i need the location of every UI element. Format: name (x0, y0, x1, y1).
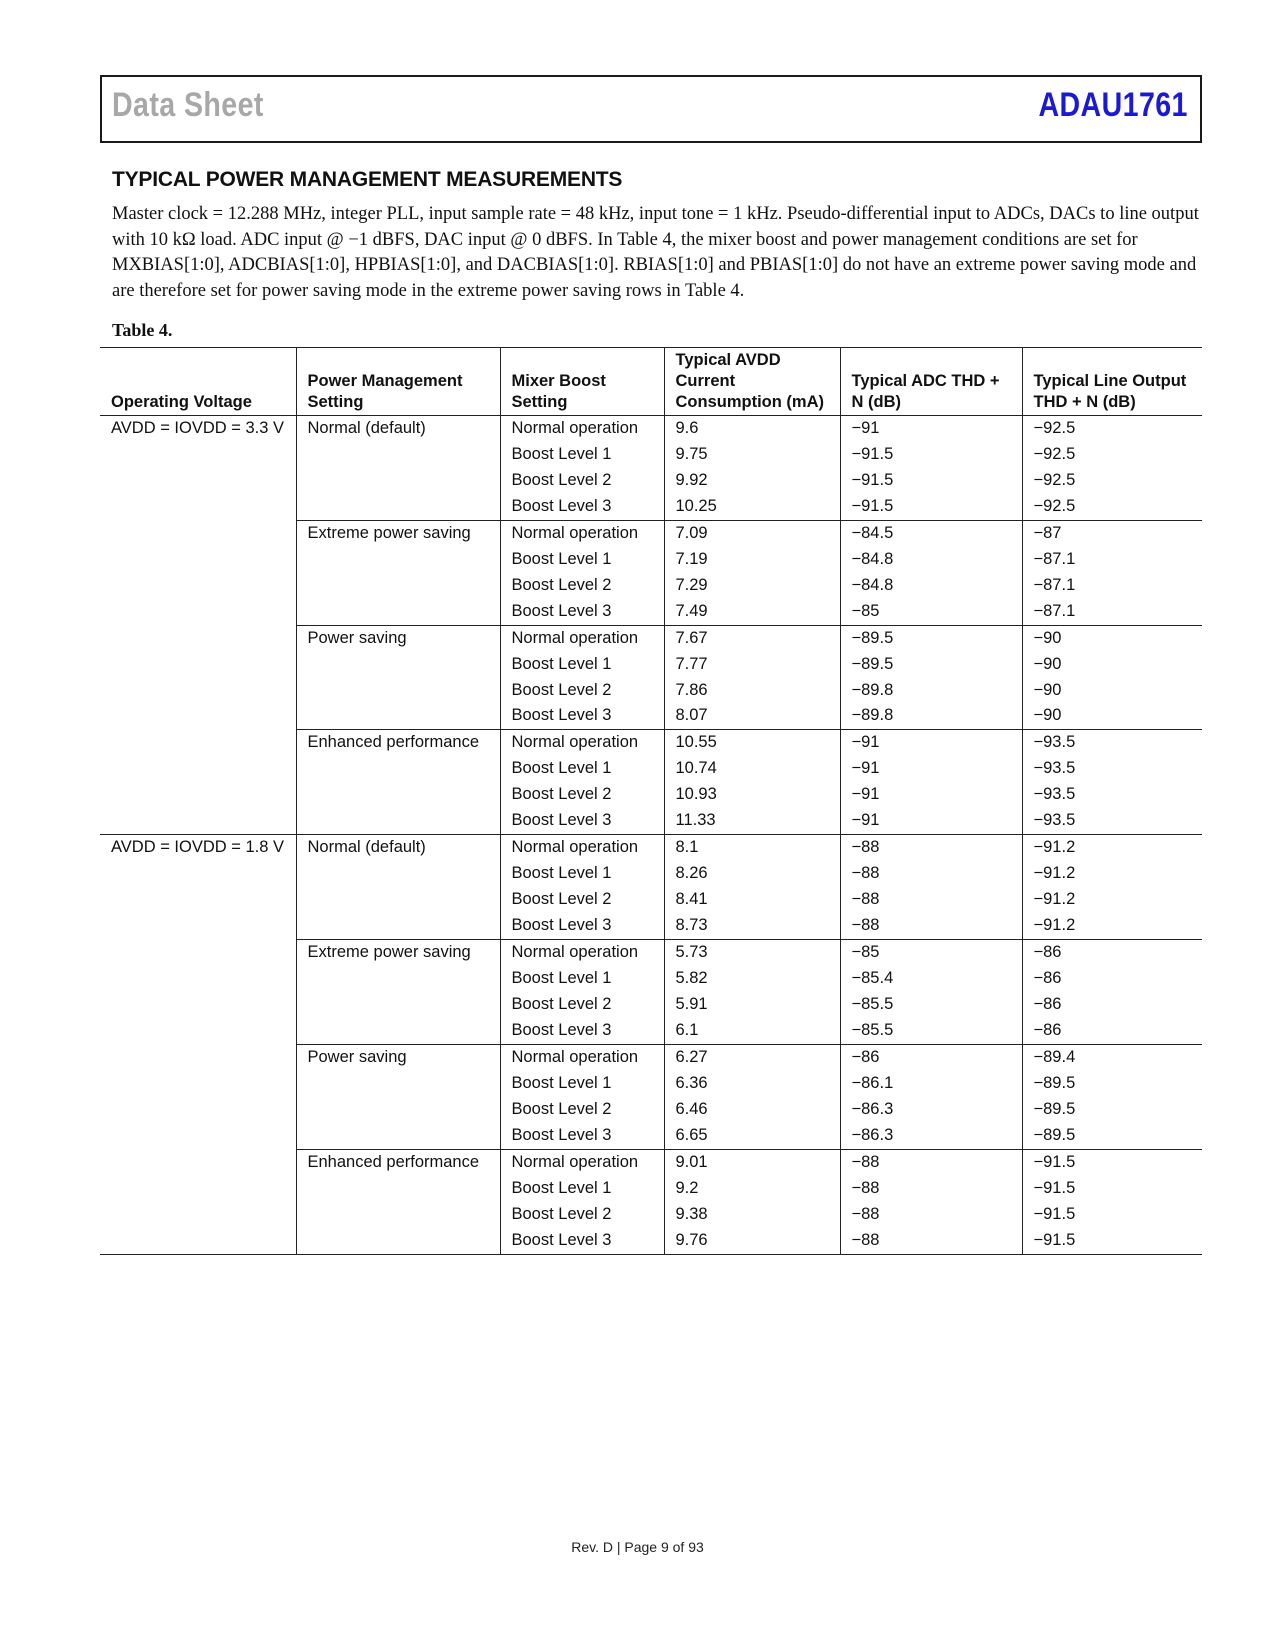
table-row (100, 1097, 1202, 1123)
cell-power-management: Normal (default) (296, 416, 500, 442)
cell-mixer-boost: Boost Level 2 (500, 468, 664, 494)
table-row (100, 678, 1202, 704)
cell-adc-thdn: −85.5 (840, 1018, 1022, 1044)
cell-mixer-boost: Boost Level 1 (500, 1071, 664, 1097)
cell-line-thdn: −86 (1022, 940, 1202, 966)
cell-avdd-current: 8.73 (664, 913, 840, 939)
cell-adc-thdn: −85 (840, 599, 1022, 625)
cell-mixer-boost: Boost Level 1 (500, 1176, 664, 1202)
cell-avdd-current: 5.73 (664, 940, 840, 966)
table-row (100, 1228, 1202, 1254)
cell-power-management (296, 573, 500, 599)
cell-mixer-boost: Boost Level 3 (500, 913, 664, 939)
cell-adc-thdn: −88 (840, 835, 1022, 861)
cell-avdd-current: 9.75 (664, 442, 840, 468)
cell-mixer-boost: Boost Level 2 (500, 678, 664, 704)
table-row (100, 1044, 1202, 1070)
cell-operating-voltage (100, 678, 296, 704)
cell-power-management (296, 1123, 500, 1149)
cell-avdd-current: 7.67 (664, 625, 840, 651)
table-row (100, 730, 1202, 756)
cell-avdd-current: 9.01 (664, 1149, 840, 1175)
cell-operating-voltage (100, 573, 296, 599)
cell-operating-voltage (100, 1071, 296, 1097)
cell-line-thdn: −86 (1022, 966, 1202, 992)
cell-adc-thdn: −89.5 (840, 625, 1022, 651)
cell-operating-voltage (100, 599, 296, 625)
cell-line-thdn: −87 (1022, 520, 1202, 546)
table-row (100, 494, 1202, 520)
cell-mixer-boost: Boost Level 3 (500, 703, 664, 729)
table-row (100, 1123, 1202, 1149)
cell-power-management: Power saving (296, 625, 500, 651)
intro-paragraph: Master clock = 12.288 MHz, integer PLL, input sample rate = 48 kHz, input tone = 1 kHz. Pseudo-differential input to ADCs, DACs to line output with 10 kΩ load. ADC input @ −1 dBFS, DAC input @ 0 dBFS. In Table 4, the mixer boost and power management conditions are set for MXBIAS[1:0], ADCBIAS[1:0], HPBIAS[1:0], and DACBIAS[1:0]. RBIAS[1:0] and PBIAS[1:0] do not have an extreme power saving mode and are therefore set for power saving mode in the extreme power saving rows in Table 4. (112, 204, 1199, 301)
cell-mixer-boost: Normal operation (500, 520, 664, 546)
cell-power-management: Enhanced performance (296, 1149, 500, 1175)
cell-line-thdn: −93.5 (1022, 756, 1202, 782)
cell-mixer-boost: Normal operation (500, 730, 664, 756)
cell-mixer-boost: Boost Level 1 (500, 966, 664, 992)
table-row (100, 520, 1202, 546)
cell-line-thdn: −93.5 (1022, 782, 1202, 808)
cell-operating-voltage (100, 442, 296, 468)
cell-operating-voltage (100, 756, 296, 782)
cell-adc-thdn: −86.1 (840, 1071, 1022, 1097)
page-footer: Rev. D | Page 9 of 93 (571, 1539, 704, 1555)
cell-adc-thdn: −86.3 (840, 1123, 1022, 1149)
cell-adc-thdn: −85.5 (840, 992, 1022, 1018)
cell-mixer-boost: Normal operation (500, 1044, 664, 1070)
table-row (100, 416, 1202, 442)
cell-avdd-current: 8.07 (664, 703, 840, 729)
cell-line-thdn: −93.5 (1022, 808, 1202, 834)
cell-mixer-boost: Boost Level 2 (500, 992, 664, 1018)
cell-operating-voltage (100, 887, 296, 913)
cell-mixer-boost: Boost Level 2 (500, 573, 664, 599)
cell-avdd-current: 5.91 (664, 992, 840, 1018)
cell-operating-voltage (100, 1018, 296, 1044)
cell-line-thdn: −89.4 (1022, 1044, 1202, 1070)
power-measurements-table (100, 347, 1202, 1255)
page-header (100, 75, 1202, 143)
cell-operating-voltage (100, 1202, 296, 1228)
table-row (100, 1202, 1202, 1228)
cell-avdd-current: 11.33 (664, 808, 840, 834)
cell-mixer-boost: Boost Level 3 (500, 494, 664, 520)
table-header-row (100, 348, 1202, 416)
cell-power-management (296, 703, 500, 729)
cell-power-management (296, 547, 500, 573)
table-caption: Table 4. (112, 320, 173, 340)
cell-operating-voltage (100, 547, 296, 573)
cell-operating-voltage (100, 703, 296, 729)
cell-avdd-current: 7.09 (664, 520, 840, 546)
cell-operating-voltage (100, 730, 296, 756)
cell-line-thdn: −93.5 (1022, 730, 1202, 756)
cell-mixer-boost: Boost Level 3 (500, 1018, 664, 1044)
cell-line-thdn: −91.5 (1022, 1149, 1202, 1175)
cell-adc-thdn: −85 (840, 940, 1022, 966)
cell-avdd-current: 7.86 (664, 678, 840, 704)
cell-operating-voltage (100, 1123, 296, 1149)
cell-operating-voltage (100, 992, 296, 1018)
cell-mixer-boost: Normal operation (500, 940, 664, 966)
cell-operating-voltage (100, 1149, 296, 1175)
table-row (100, 573, 1202, 599)
cell-operating-voltage (100, 520, 296, 546)
cell-line-thdn: −86 (1022, 1018, 1202, 1044)
cell-avdd-current: 6.65 (664, 1123, 840, 1149)
col-header-power-management: Power Management Setting (296, 348, 500, 416)
cell-mixer-boost: Normal operation (500, 416, 664, 442)
cell-avdd-current: 9.76 (664, 1228, 840, 1254)
cell-avdd-current: 7.77 (664, 652, 840, 678)
cell-mixer-boost: Boost Level 1 (500, 652, 664, 678)
table-row (100, 625, 1202, 651)
cell-avdd-current: 8.26 (664, 861, 840, 887)
cell-operating-voltage (100, 966, 296, 992)
cell-adc-thdn: −88 (840, 1149, 1022, 1175)
table-row (100, 547, 1202, 573)
cell-line-thdn: −87.1 (1022, 599, 1202, 625)
cell-mixer-boost: Boost Level 2 (500, 887, 664, 913)
cell-adc-thdn: −91.5 (840, 468, 1022, 494)
cell-adc-thdn: −89.8 (840, 703, 1022, 729)
cell-mixer-boost: Boost Level 3 (500, 1228, 664, 1254)
cell-adc-thdn: −91 (840, 416, 1022, 442)
cell-mixer-boost: Normal operation (500, 625, 664, 651)
cell-operating-voltage (100, 782, 296, 808)
header-doc-type: Data Sheet (112, 86, 264, 124)
cell-power-management: Extreme power saving (296, 520, 500, 546)
table-row (100, 468, 1202, 494)
cell-line-thdn: −87.1 (1022, 547, 1202, 573)
cell-avdd-current: 6.36 (664, 1071, 840, 1097)
cell-line-thdn: −92.5 (1022, 442, 1202, 468)
table-row (100, 966, 1202, 992)
cell-avdd-current: 10.74 (664, 756, 840, 782)
cell-line-thdn: −86 (1022, 992, 1202, 1018)
cell-mixer-boost: Boost Level 1 (500, 442, 664, 468)
cell-power-management: Power saving (296, 1044, 500, 1070)
cell-power-management (296, 1228, 500, 1254)
cell-line-thdn: −91.5 (1022, 1228, 1202, 1254)
cell-operating-voltage (100, 861, 296, 887)
cell-line-thdn: −90 (1022, 703, 1202, 729)
cell-power-management (296, 1176, 500, 1202)
cell-avdd-current: 6.46 (664, 1097, 840, 1123)
cell-adc-thdn: −84.5 (840, 520, 1022, 546)
table-row (100, 442, 1202, 468)
cell-power-management (296, 652, 500, 678)
cell-avdd-current: 7.49 (664, 599, 840, 625)
header-part-number: ADAU1761 (1038, 86, 1188, 124)
cell-operating-voltage (100, 940, 296, 966)
cell-operating-voltage (100, 652, 296, 678)
cell-operating-voltage (100, 1176, 296, 1202)
cell-mixer-boost: Boost Level 2 (500, 1202, 664, 1228)
cell-adc-thdn: −86 (840, 1044, 1022, 1070)
table-row (100, 1176, 1202, 1202)
cell-operating-voltage: AVDD = IOVDD = 3.3 V (100, 416, 296, 442)
table-row (100, 599, 1202, 625)
cell-operating-voltage (100, 625, 296, 651)
cell-line-thdn: −91.2 (1022, 861, 1202, 887)
cell-adc-thdn: −88 (840, 913, 1022, 939)
cell-power-management: Enhanced performance (296, 730, 500, 756)
section-title: TYPICAL POWER MANAGEMENT MEASUREMENTS (112, 168, 623, 191)
cell-power-management (296, 1202, 500, 1228)
col-header-line-thdn: Typical Line Output THD + N (dB) (1022, 348, 1202, 416)
table-row (100, 1071, 1202, 1097)
cell-adc-thdn: −88 (840, 1176, 1022, 1202)
cell-power-management (296, 913, 500, 939)
cell-power-management (296, 468, 500, 494)
cell-operating-voltage: AVDD = IOVDD = 1.8 V (100, 835, 296, 861)
cell-power-management (296, 1018, 500, 1044)
cell-adc-thdn: −91.5 (840, 494, 1022, 520)
cell-line-thdn: −90 (1022, 678, 1202, 704)
table-row (100, 835, 1202, 861)
cell-adc-thdn: −91.5 (840, 442, 1022, 468)
cell-power-management (296, 966, 500, 992)
cell-adc-thdn: −84.8 (840, 573, 1022, 599)
cell-adc-thdn: −84.8 (840, 547, 1022, 573)
cell-avdd-current: 8.41 (664, 887, 840, 913)
table-row (100, 782, 1202, 808)
table-row (100, 913, 1202, 939)
cell-operating-voltage (100, 1097, 296, 1123)
cell-adc-thdn: −88 (840, 861, 1022, 887)
cell-adc-thdn: −89.5 (840, 652, 1022, 678)
cell-line-thdn: −90 (1022, 652, 1202, 678)
cell-line-thdn: −91.2 (1022, 887, 1202, 913)
cell-operating-voltage (100, 1228, 296, 1254)
table-row (100, 1149, 1202, 1175)
cell-adc-thdn: −89.8 (840, 678, 1022, 704)
cell-avdd-current: 6.27 (664, 1044, 840, 1070)
cell-adc-thdn: −88 (840, 1228, 1022, 1254)
cell-avdd-current: 10.93 (664, 782, 840, 808)
table-row (100, 887, 1202, 913)
cell-power-management (296, 1071, 500, 1097)
cell-line-thdn: −89.5 (1022, 1123, 1202, 1149)
cell-mixer-boost: Boost Level 3 (500, 808, 664, 834)
table-body (100, 416, 1202, 1255)
table-row (100, 861, 1202, 887)
cell-avdd-current: 7.29 (664, 573, 840, 599)
cell-mixer-boost: Boost Level 3 (500, 1123, 664, 1149)
cell-adc-thdn: −91 (840, 730, 1022, 756)
cell-line-thdn: −89.5 (1022, 1071, 1202, 1097)
cell-mixer-boost: Normal operation (500, 835, 664, 861)
table-row (100, 808, 1202, 834)
cell-power-management: Extreme power saving (296, 940, 500, 966)
cell-adc-thdn: −88 (840, 887, 1022, 913)
cell-line-thdn: −87.1 (1022, 573, 1202, 599)
table-row (100, 756, 1202, 782)
cell-operating-voltage (100, 468, 296, 494)
cell-line-thdn: −89.5 (1022, 1097, 1202, 1123)
cell-mixer-boost: Boost Level 2 (500, 782, 664, 808)
cell-power-management (296, 861, 500, 887)
cell-power-management (296, 678, 500, 704)
cell-power-management (296, 887, 500, 913)
cell-power-management (296, 992, 500, 1018)
cell-line-thdn: −92.5 (1022, 416, 1202, 442)
cell-power-management (296, 494, 500, 520)
cell-adc-thdn: −88 (840, 1202, 1022, 1228)
cell-line-thdn: −91.5 (1022, 1202, 1202, 1228)
cell-avdd-current: 9.2 (664, 1176, 840, 1202)
table-row (100, 992, 1202, 1018)
cell-mixer-boost: Boost Level 1 (500, 547, 664, 573)
cell-power-management (296, 756, 500, 782)
cell-avdd-current: 10.55 (664, 730, 840, 756)
cell-avdd-current: 9.92 (664, 468, 840, 494)
cell-avdd-current: 9.6 (664, 416, 840, 442)
cell-power-management (296, 808, 500, 834)
col-header-operating-voltage: Operating Voltage (100, 348, 296, 416)
cell-adc-thdn: −91 (840, 808, 1022, 834)
cell-mixer-boost: Boost Level 3 (500, 599, 664, 625)
col-header-adc-thdn: Typical ADC THD + N (dB) (840, 348, 1022, 416)
cell-mixer-boost: Normal operation (500, 1149, 664, 1175)
cell-line-thdn: −91.2 (1022, 835, 1202, 861)
cell-power-management (296, 782, 500, 808)
cell-adc-thdn: −85.4 (840, 966, 1022, 992)
table-row (100, 1018, 1202, 1044)
table-row (100, 652, 1202, 678)
cell-mixer-boost: Boost Level 1 (500, 861, 664, 887)
cell-adc-thdn: −91 (840, 756, 1022, 782)
cell-operating-voltage (100, 913, 296, 939)
col-header-avdd-current: Typical AVDD Current Consumption (mA) (664, 348, 840, 416)
cell-adc-thdn: −91 (840, 782, 1022, 808)
cell-line-thdn: −91.2 (1022, 913, 1202, 939)
table-row (100, 940, 1202, 966)
cell-power-management (296, 442, 500, 468)
cell-line-thdn: −92.5 (1022, 494, 1202, 520)
cell-avdd-current: 9.38 (664, 1202, 840, 1228)
cell-mixer-boost: Boost Level 1 (500, 756, 664, 782)
cell-avdd-current: 6.1 (664, 1018, 840, 1044)
cell-line-thdn: −91.5 (1022, 1176, 1202, 1202)
cell-operating-voltage (100, 808, 296, 834)
cell-avdd-current: 5.82 (664, 966, 840, 992)
cell-operating-voltage (100, 1044, 296, 1070)
cell-line-thdn: −90 (1022, 625, 1202, 651)
cell-line-thdn: −92.5 (1022, 468, 1202, 494)
cell-adc-thdn: −86.3 (840, 1097, 1022, 1123)
cell-power-management (296, 1097, 500, 1123)
cell-mixer-boost: Boost Level 2 (500, 1097, 664, 1123)
cell-avdd-current: 8.1 (664, 835, 840, 861)
cell-power-management: Normal (default) (296, 835, 500, 861)
table-row (100, 703, 1202, 729)
cell-power-management (296, 599, 500, 625)
cell-avdd-current: 10.25 (664, 494, 840, 520)
cell-avdd-current: 7.19 (664, 547, 840, 573)
cell-operating-voltage (100, 494, 296, 520)
col-header-mixer-boost: Mixer Boost Setting (500, 348, 664, 416)
